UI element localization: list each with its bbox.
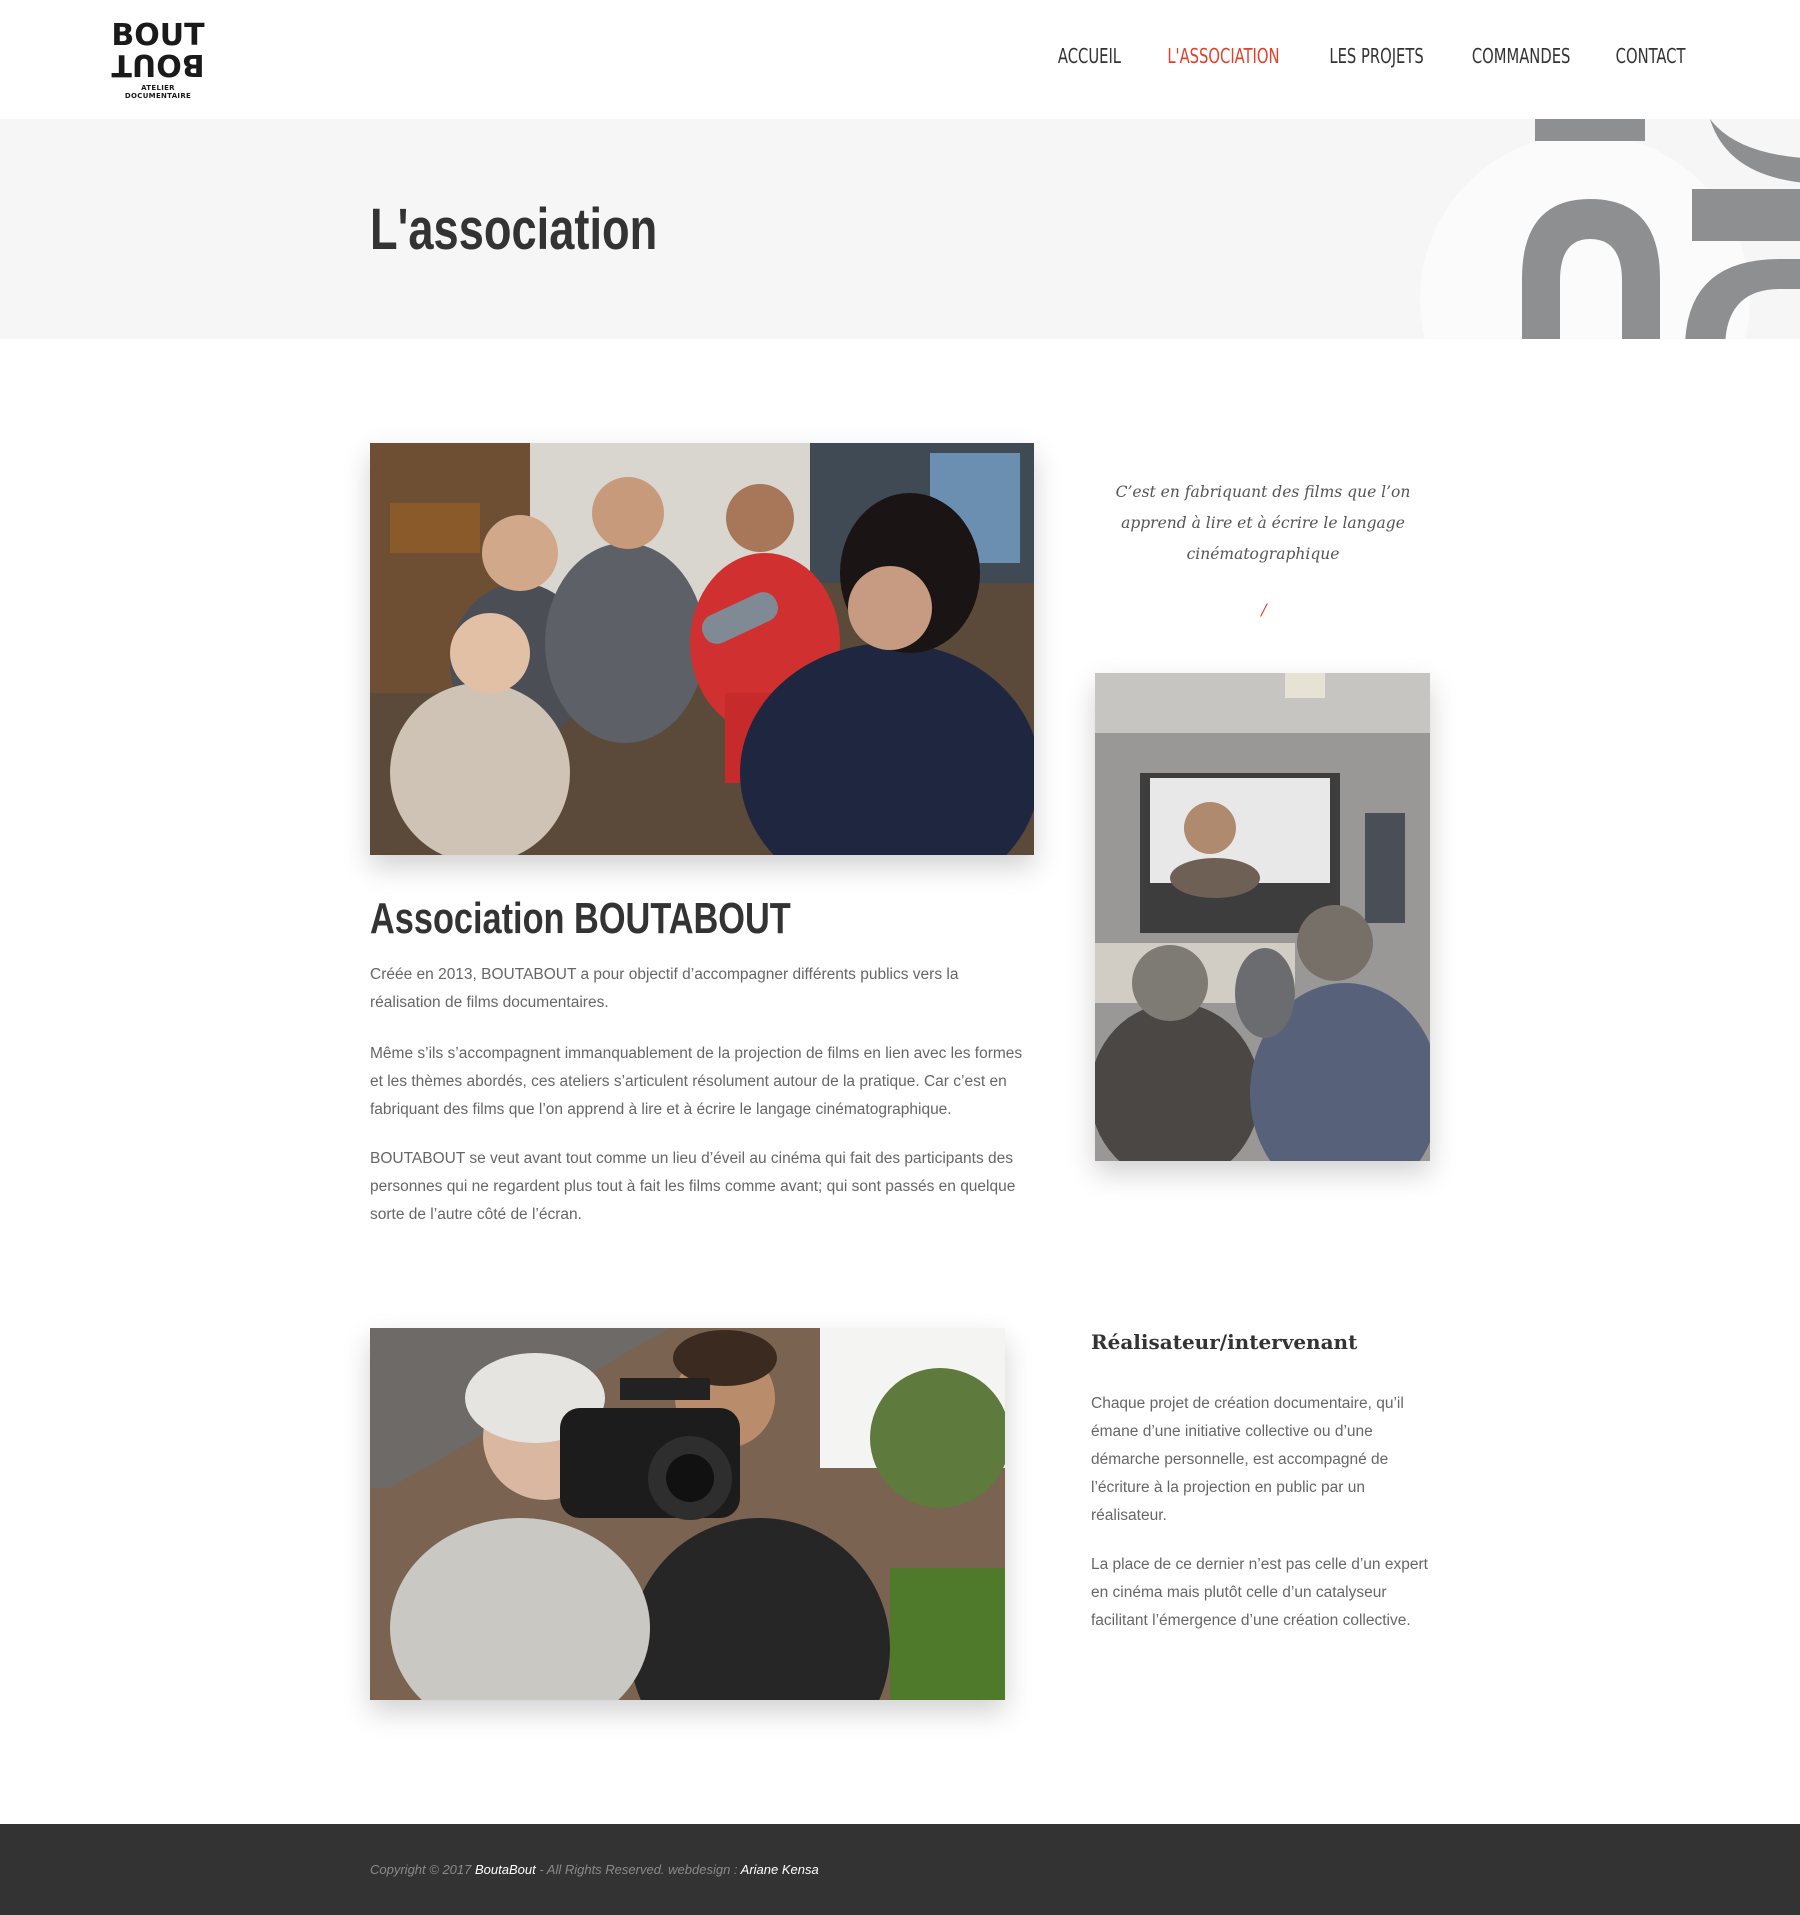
footer-copyright [370, 1862, 819, 1877]
photo-workshop-group [370, 443, 1034, 855]
site-logo[interactable] [108, 18, 208, 100]
page-title-band [0, 119, 1800, 339]
association-paragraph-1: Créée en 2013, BOUTABOUT a pour objectif d’accompagner différents publics vers la réalisation de films documentaires. [370, 966, 959, 1011]
realisateur-paragraph-1: Chaque projet de création documentaire, qu’il émane d’une initiative collective ou d’une démarche personnelle, est accompagné de l’écriture à la projection en public par un réalisateur. [1091, 1395, 1404, 1524]
main-nav [1051, 44, 1693, 68]
photo-screening-room [1095, 673, 1430, 1161]
nav-item-projets[interactable]: LES PROJETS [1328, 44, 1424, 68]
association-paragraph-3: BOUTABOUT se veut avant tout comme un lieu d’éveil au cinéma qui fait des participants des personnes qui ne regardent plus tout à fait les films comme avant; qui sont passés en quelque sorte de l’autre côté de l’écran. [370, 1150, 1016, 1223]
pull-quote: C’est en fabriquant des films que l’on apprend à lire et à écrire le langage cinématographique [1115, 483, 1411, 563]
realisateur-paragraph-2: La place de ce dernier n’est pas celle d’un expert en cinéma mais plutôt celle d’un catalyseur facilitant l’émergence d’une création collective. [1091, 1556, 1428, 1629]
nav-item-commandes[interactable]: COMMANDES [1471, 44, 1571, 68]
association-paragraph-2: Même s’ils s’accompagnent immanquablement de la projection de films en lien avec les formes et les thèmes abordés, ces ateliers s’articulent résolument autour de la pratique. Car c’est en fabriquant des films que l’on apprend à lire et à écrire le langage cinématographique. [370, 1045, 1023, 1118]
logo-line-1: BOUT [111, 18, 205, 53]
rights-text: - All Rights Reserved. webdesign : [535, 1862, 741, 1877]
site-footer [0, 1824, 1800, 1915]
footer-designer-link[interactable]: Ariane Kensa [740, 1862, 819, 1877]
logo-subtitle: ATELIER DOCUMENTAIRE [124, 84, 192, 100]
association-heading: Association BOUTABOUT [370, 894, 791, 943]
nav-item-association[interactable]: L'ASSOCIATION [1167, 44, 1280, 68]
footer-brand-link[interactable]: BoutaBout [474, 1862, 536, 1877]
logo-watermark-graphic [1410, 119, 1800, 339]
nav-item-contact[interactable]: CONTACT [1615, 44, 1686, 68]
copyright-text: Copyright © 2017 [370, 1862, 475, 1877]
photo-camera-operator [370, 1328, 1005, 1700]
quote-separator: / [1261, 600, 1267, 619]
page-title: L'association [370, 197, 658, 262]
logo-line-2: BOUT [111, 47, 205, 82]
realisateur-heading: Réalisateur/intervenant [1091, 1330, 1358, 1354]
nav-item-accueil[interactable]: ACCUEIL [1057, 44, 1121, 68]
site-header [0, 0, 1800, 119]
